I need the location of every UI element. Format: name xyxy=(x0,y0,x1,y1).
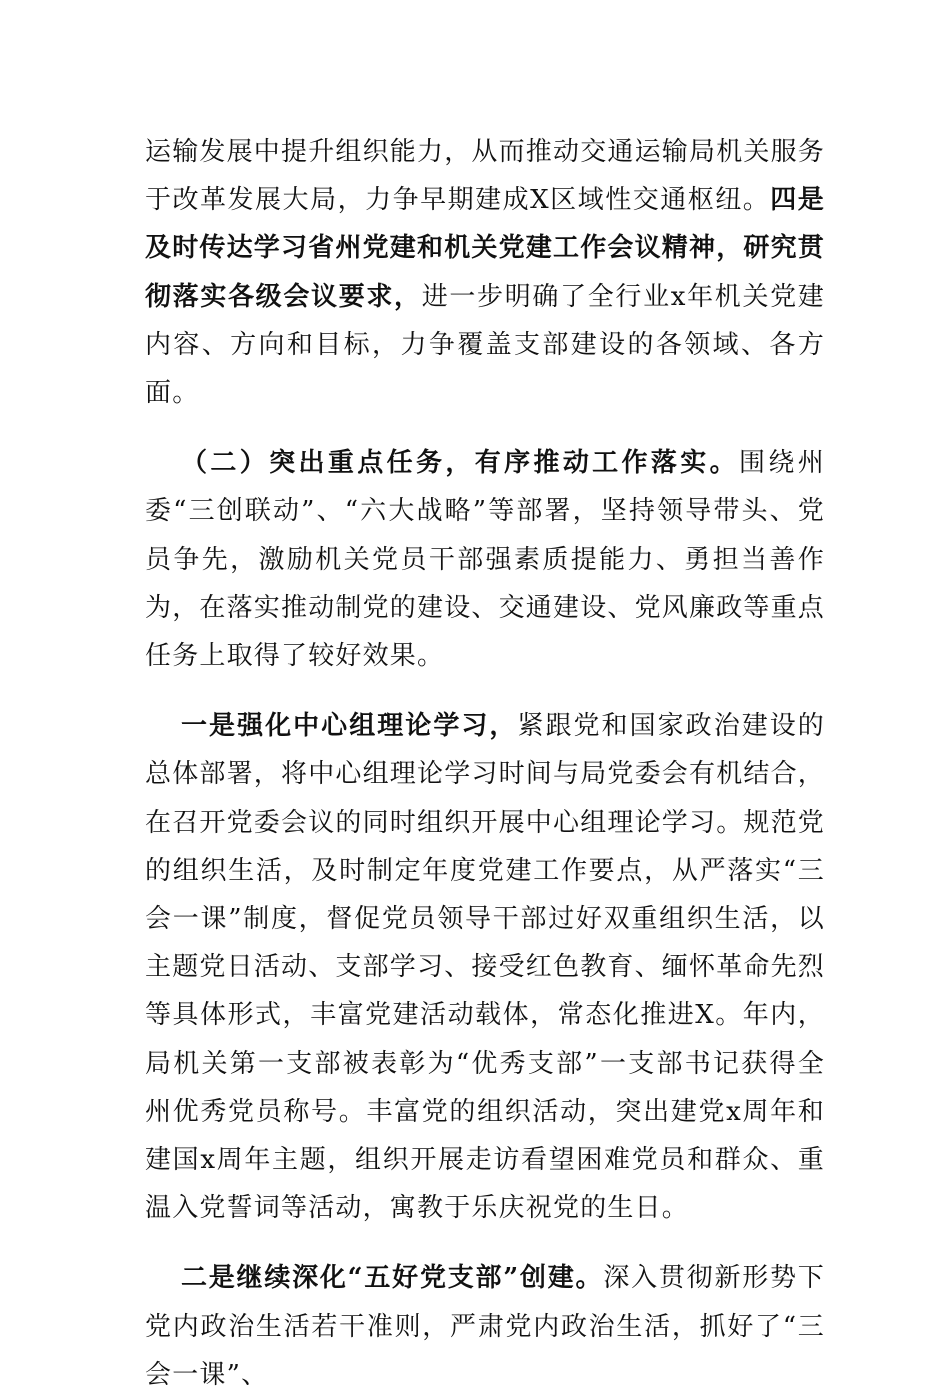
document-body xyxy=(145,128,825,1399)
paragraph-1-text-a: 运输发展中提升组织能力，从而推动交通运输局机关服务于改革发展大局，力争早期建成X区域性交通枢纽。 xyxy=(145,137,826,216)
section-heading-2: （二）突出重点任务，有序推动工作落实。 xyxy=(181,448,740,479)
paragraph-1-bold-text: 四是及时传达学习省州党建和机关党建工作会议精神，研究贯彻落实各级会议要求， xyxy=(145,185,826,312)
paragraph-2-text: 围绕州委“三创联动”、“六大战略”等部署，坚持领导带头、党员争先，激励机关党员干部强素质提能力、勇担当善作为，在落实推动制党的建设、交通建设、党风廉政等重点任务上取得了较好效果。 xyxy=(145,448,826,672)
paragraph-2 xyxy=(145,439,825,680)
paragraph-3 xyxy=(145,702,825,1232)
paragraph-4-lead: 二是继续深化“五好党支部”创建。 xyxy=(181,1263,604,1294)
paragraph-4 xyxy=(145,1254,825,1399)
paragraph-4-text: 深入贯彻新形势下党内政治生活若干准则，严肃党内政治生活，抓好了“三会一课”、 xyxy=(145,1263,825,1390)
paragraph-3-lead: 一是强化中心组理论学习， xyxy=(181,711,518,742)
paragraph-1 xyxy=(145,128,825,417)
paragraph-3-text: 紧跟党和国家政治建设的总体部署，将中心组理论学习时间与局党委会有机结合，在召开党委会议的同时组织开展中心组理论学习。规范党的组织生活，及时制定年度党建工作要点，从严落实“三会一课”制度，督促党员领导干部过好双重组织生活，以主题党日活动、支部学习、接受红色教育、缅怀革命先烈等具体形式，丰富党建活动载体，常态化推进X。年内，局机关第一支部被表彰为“优秀支部”一支部书记获得全州优秀党员称号。丰富党的组织活动，突出建党x周年和建国x周年主题，组织开展走访看望困难党员和群众、重温入党誓词等活动，寓教于乐庆祝党的生日。 xyxy=(145,711,826,1224)
paragraph-1-text-b: 进一步明确了全行业x年机关党建内容、方向和目标，力争覆盖支部建设的各领域、各方面。 xyxy=(145,281,825,409)
